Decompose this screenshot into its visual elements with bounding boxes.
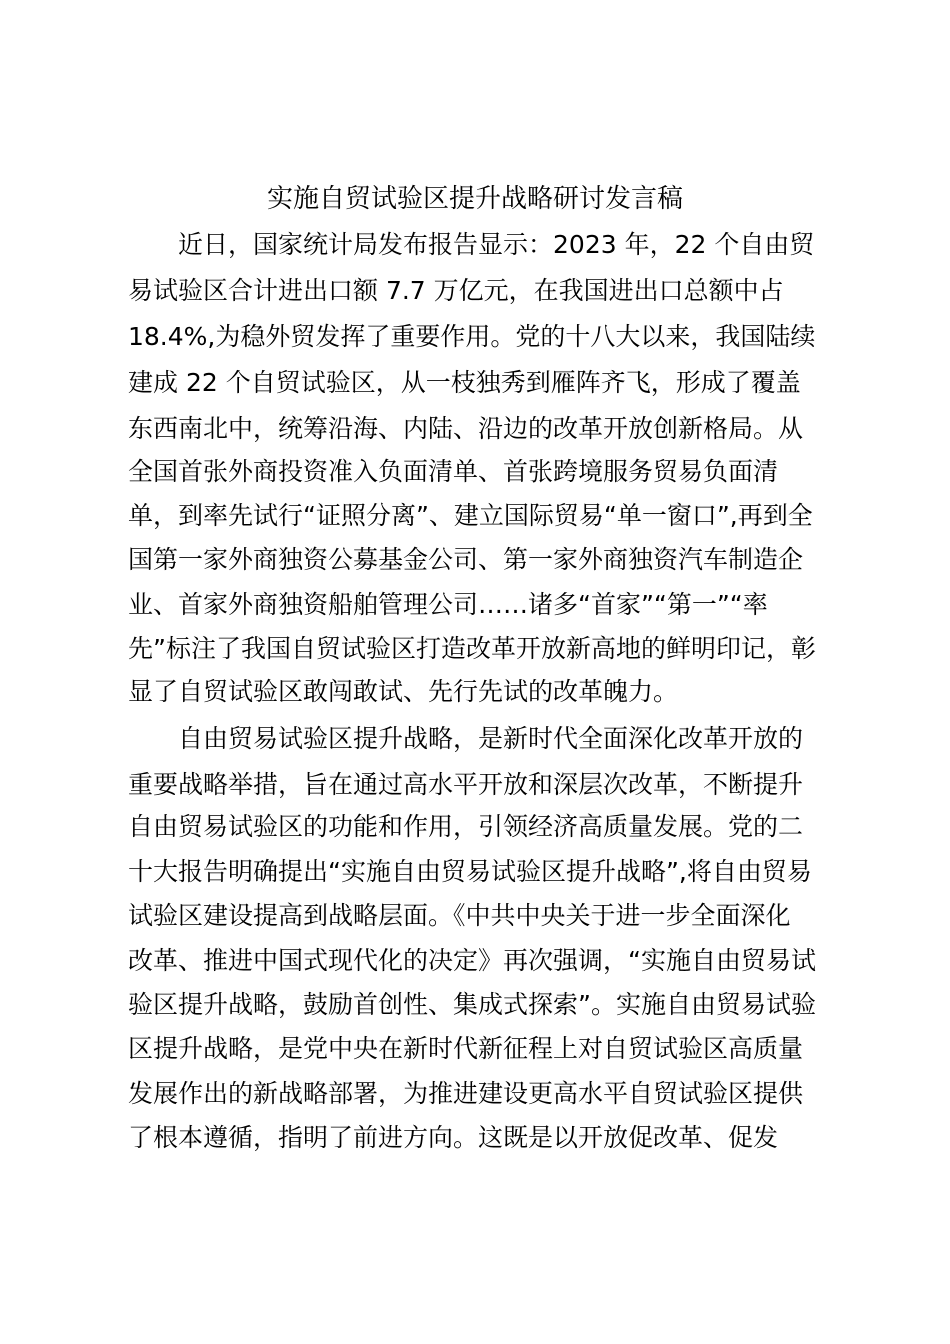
- paragraph-1-line-4: 建成 22 个自贸试验区，从一枝独秀到雁阵齐飞，形成了覆盖: [128, 368, 801, 397]
- paragraph-1-line-5: 东西南北中，统筹沿海、内陆、沿边的改革开放创新格局。从: [128, 414, 804, 443]
- paragraph-1-line-2: 易试验区合计进出口额 7.7 万亿元，在我国进出口总额中占: [128, 276, 784, 305]
- paragraph-2-line-6: 改革、推进中国式现代化的决定》再次强调，“实施自由贸易试: [128, 946, 816, 975]
- paragraph-2-line-3: 自由贸易试验区的功能和作用，引领经济高质量发展。党的二: [128, 812, 804, 841]
- paragraph-2-line-4: 十大报告明确提出“实施自由贸易试验区提升战略”,将自由贸易: [128, 857, 812, 886]
- paragraph-2-line-8: 区提升战略，是党中央在新时代新征程上对自贸试验区高质量: [128, 1034, 804, 1063]
- paragraph-1-line-1: 近日，国家统计局发布报告显示：2023 年，22 个自由贸: [178, 230, 815, 259]
- document-title: 实施自贸试验区提升战略研讨发言稿: [266, 184, 683, 214]
- paragraph-1-line-11: 显了自贸试验区敢闯敢试、先行先试的改革魄力。: [128, 677, 679, 706]
- paragraph-2-line-5: 试验区建设提高到战略层面。《中共中央关于进一步全面深化: [128, 901, 791, 930]
- paragraph-1-line-9: 业、首家外商独资船舶管理公司……诸多“首家”“第一”“率: [128, 590, 768, 619]
- paragraph-1-line-7: 单，到率先试行“证照分离”、建立国际贸易“单一窗口”,再到全: [128, 501, 813, 530]
- paragraph-2-line-1: 自由贸易试验区提升战略，是新时代全面深化改革开放的: [178, 724, 804, 753]
- paragraph-1-line-8: 国第一家外商独资公募基金公司、第一家外商独资汽车制造企: [128, 545, 804, 574]
- paragraph-1-line-3: 18.4%,为稳外贸发挥了重要作用。党的十八大以来，我国陆续: [128, 322, 816, 351]
- paragraph-2-line-2: 重要战略举措，旨在通过高水平开放和深层次改革，不断提升: [128, 770, 804, 799]
- paragraph-1-line-10: 先”标注了我国自贸试验区打造改革开放新高地的鲜明印记，彰: [128, 634, 816, 663]
- paragraph-2-line-9: 发展作出的新战略部署，为推进建设更高水平自贸试验区提供: [128, 1079, 804, 1108]
- paragraph-2-line-10: 了根本遵循，指明了前进方向。这既是以开放促改革、促发: [128, 1123, 779, 1152]
- paragraph-2-line-7: 验区提升战略，鼓励首创性、集成式探索”。实施自由贸易试验: [128, 990, 816, 1019]
- paragraph-1-line-6: 全国首张外商投资准入负面清单、首张跨境服务贸易负面清: [128, 457, 779, 486]
